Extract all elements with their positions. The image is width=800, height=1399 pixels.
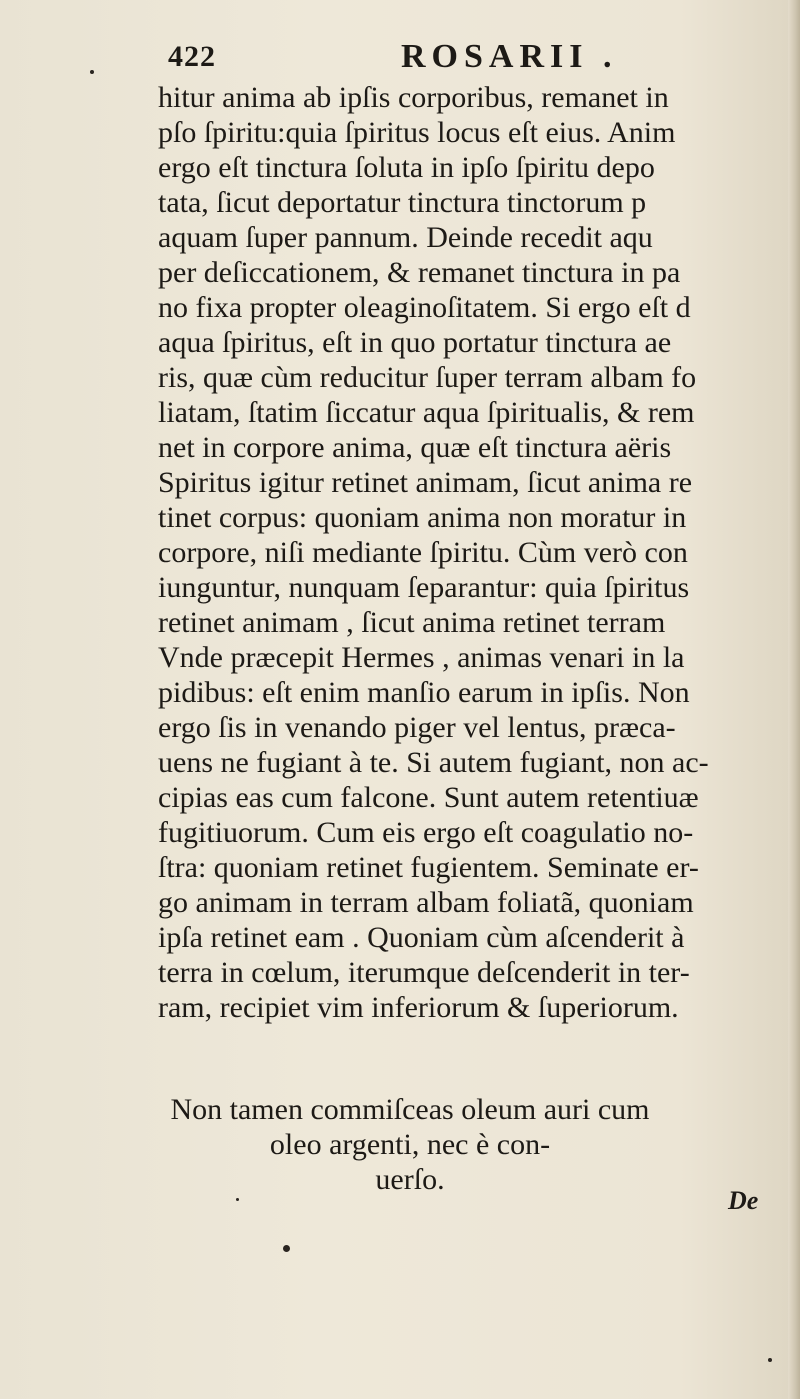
text-line: tata, ſicut deportatur tinctura tinctorum p	[158, 186, 647, 219]
catchword: De	[728, 1186, 759, 1215]
text-line: pidibus: eſt enim manſio earum in ipſis. Non	[158, 676, 690, 709]
text-line: Vnde præcepit Hermes , animas venari in la	[158, 641, 685, 674]
text-line: ris, quæ cùm reducitur ſuper terram albam fo	[158, 361, 697, 394]
text-line: tinet corpus: quoniam anima non moratur in	[158, 501, 687, 534]
text-line: ipſa retinet eam . Quoniam cùm aſcenderit à	[158, 921, 685, 954]
ink-speck	[90, 70, 94, 74]
text-line: ram, recipiet vim inferiorum & ſuperiorum.	[158, 991, 679, 1024]
text-line: ergo eſt tinctura ſoluta in ipſo ſpiritu depo	[158, 151, 655, 184]
closing-paragraph	[160, 1092, 660, 1197]
text-line: retinet animam , ſicut anima retinet terram	[158, 606, 666, 639]
text-line: corpore, niſi mediante ſpiritu. Cùm verò con	[158, 536, 688, 569]
ink-speck	[283, 1245, 290, 1252]
ink-speck	[236, 1198, 239, 1201]
text-line: aqua ſpiritus, eſt in quo portatur tinctura ae	[158, 326, 672, 359]
text-line: Spiritus igitur retinet animam, ſicut anima re	[158, 466, 693, 499]
text-line: ſtra: quoniam retinet fugientem. Seminate er-	[158, 851, 699, 884]
text-line: go animam in terram albam foliatã, quoniam	[158, 886, 694, 919]
text-line: hitur anima ab ipſis corporibus, remanet in	[158, 81, 669, 114]
closing-line: uerſo.	[375, 1163, 445, 1196]
closing-line: Non tamen commiſceas oleum auri cum	[170, 1093, 650, 1126]
text-line: liatam, ſtatim ſiccatur aqua ſpiritualis, & rem	[158, 396, 695, 429]
ink-speck	[768, 1358, 772, 1362]
main-text-block	[158, 80, 798, 1025]
text-line: per deſiccationem, & remanet tinctura in pa	[158, 256, 681, 289]
text-line: uens ne fugiant à te. Si autem fugiant, non ac-	[158, 746, 709, 779]
text-line: iunguntur, nunquam ſeparantur: quia ſpiritus	[158, 571, 690, 604]
closing-line: oleo argenti, nec è con-	[269, 1128, 551, 1161]
text-line: fugitiuorum. Cum eis ergo eſt coagulatio no-	[158, 816, 694, 849]
text-line: aquam ſuper pannum. Deinde recedit aqu	[158, 221, 653, 254]
text-line: pſo ſpiritu:quia ſpiritus locus eſt eius. Anim	[158, 116, 676, 149]
page-number: 422	[168, 40, 216, 73]
text-line: net in corpore anima, quæ eſt tinctura aëris	[158, 431, 672, 464]
running-head: ROSARII .	[401, 38, 618, 75]
text-line: ergo ſis in venando piger vel lentus, præca-	[158, 711, 676, 744]
text-line: terra in cœlum, iterumque deſcenderit in ter-	[158, 956, 690, 989]
text-line: no fixa propter oleaginoſitatem. Si ergo eſt d	[158, 291, 691, 324]
text-line: cipias eas cum falcone. Sunt autem retentiuæ	[158, 781, 699, 814]
